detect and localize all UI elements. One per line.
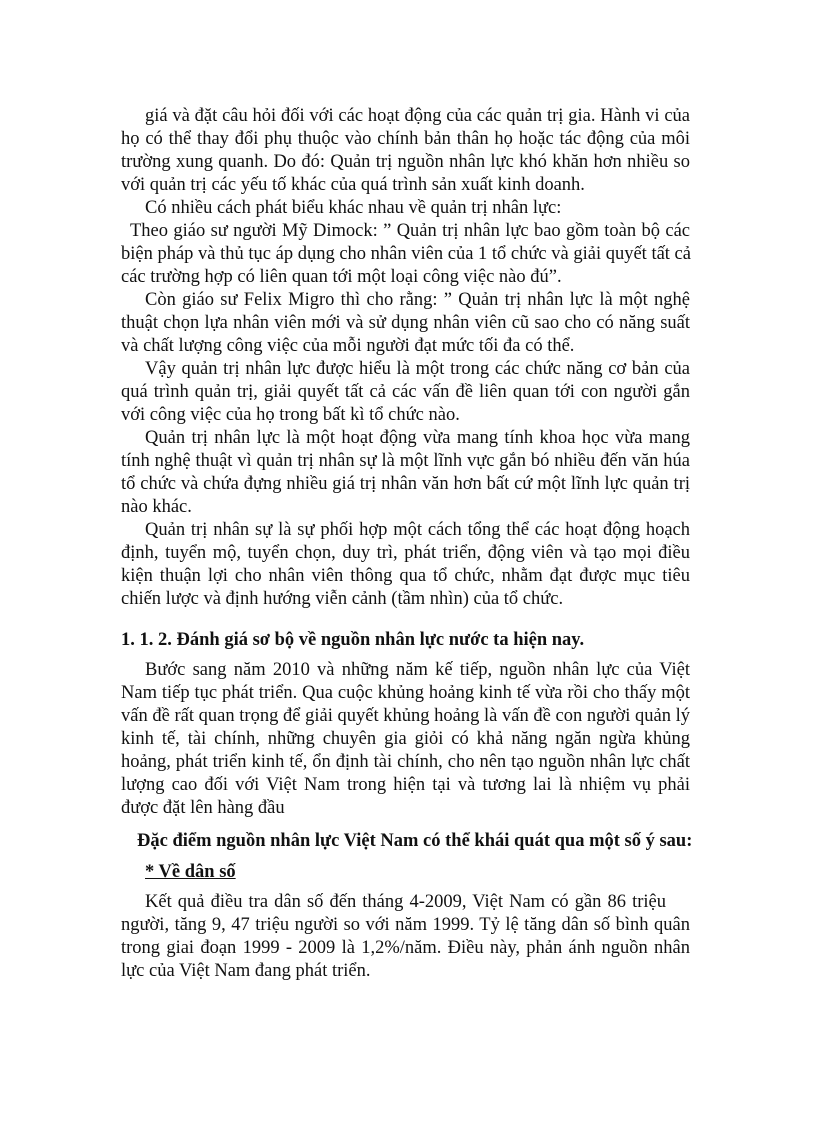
text-line: Quản trị nhân sự là sự phối hợp một cách tổng thể các hoạt động hoạch	[145, 520, 690, 540]
text-line: nào khác.	[121, 497, 192, 517]
text-line: định, tuyển mộ, tuyển chọn, duy trì, phát triển, động viên và tạo mọi điều	[121, 543, 690, 563]
text-line: vấn đề rất quan trọng để giải quyết khủng hoảng là vấn đề con người quản lý	[121, 706, 690, 726]
text-line: trường xung quanh. Do đó: Quản trị nguồn nhân lực khó khăn hơn nhiều so	[121, 152, 690, 172]
text-line: người, tăng 9, 47 triệu người so với năm 1999. Tỷ lệ tăng dân số bình quân	[121, 915, 690, 935]
text-line: và chất lượng công việc của mỗi người đạt mức tối đa có thể.	[121, 336, 575, 356]
text-line: với công việc của họ trong bất kì tổ chức nào.	[121, 405, 460, 425]
text-line: giá và đặt câu hỏi đối với các hoạt động của các quản trị gia. Hành vi của	[145, 106, 690, 126]
text-line: lực của Việt Nam đang phát triển.	[121, 961, 371, 981]
text-line: tính nghệ thuật vì quản trị nhân sự là một lĩnh vực gắn bó nhiều đến văn húa	[121, 451, 690, 471]
text-line: lượng cao đối với Việt Nam trong hiện tại và tương lai là nhiệm vụ phải	[121, 775, 690, 795]
text-line: tổ chức và chứa đựng nhiều giá trị nhân văn hơn bất cứ một lĩnh lực quản trị	[121, 474, 690, 494]
text-line: Có nhiều cách phát biểu khác nhau về quản trị nhân lực:	[145, 198, 562, 218]
text-line: các trường hợp có liên quan tới một loại công việc nào đú”.	[121, 267, 562, 287]
text-line: Kết quả điều tra dân số đến tháng 4-2009, Việt Nam có gần 86 triệu	[145, 892, 666, 912]
text-line: kiện thuận lợi cho nhân viên thông qua tổ chức, nhằm đạt được mục tiêu	[121, 566, 690, 586]
text-line: được đặt lên hàng đầu	[121, 798, 285, 818]
text-line: Còn giáo sư Felix Migro thì cho rằng: ” Quản trị nhân lực là một nghệ	[145, 290, 690, 310]
text-line: Nam tiếp tục phát triển. Qua cuộc khủng hoảng kinh tế vừa rồi cho thấy một	[121, 683, 690, 703]
text-line: kinh tế, tài chính, những chuyên gia giỏi có khả năng ngăn ngừa khủng	[121, 729, 690, 749]
section-heading: 1. 1. 2. Đánh giá sơ bộ về nguồn nhân lực nước ta hiện nay.	[121, 630, 585, 650]
text-line: trong giai đoạn 1999 - 2009 là 1,2%/năm. Điều này, phản ánh nguồn nhân	[121, 938, 690, 958]
text-line: thuật chọn lựa nhân viên mới và sử dụng nhân viên cũ sao cho có năng suất	[121, 313, 690, 333]
text-line: Vậy quản trị nhân lực được hiểu là một trong các chức năng cơ bản của	[145, 359, 690, 379]
text-line: họ có thể thay đổi phụ thuộc vào chính bản thân họ hoặc tác động của môi	[121, 129, 690, 149]
text-line: quá trình quản trị, giải quyết tất cả các vấn đề liên quan tới con người gắn	[121, 382, 690, 402]
text-line: chiến lược và định hướng viễn cảnh (tầm nhìn) của tổ chức.	[121, 589, 564, 609]
section-heading: Đặc điểm nguồn nhân lực Việt Nam có thể khái quát qua một số ý sau:	[137, 831, 693, 851]
text-line: với quản trị các yếu tố khác của quá trình sản xuất kinh doanh.	[121, 175, 585, 195]
subheading: * Về dân số	[145, 862, 236, 882]
text-line: Theo giáo sư người Mỹ Dimock: ” Quản trị nhân lực bao gồm toàn bộ các	[130, 221, 690, 241]
text-line: biện pháp và thủ tục áp dụng cho nhân viên của 1 tổ chức và giải quyết tất cả	[121, 244, 691, 264]
text-line: Bước sang năm 2010 và những năm kế tiếp, nguồn nhân lực của Việt	[145, 660, 690, 680]
text-line: hoảng, phát triển kinh tế, ổn định tài chính, cho nên tạo nguồn nhân lực chất	[121, 752, 690, 772]
text-line: Quản trị nhân lực là một hoạt động vừa mang tính khoa học vừa mang	[145, 428, 690, 448]
